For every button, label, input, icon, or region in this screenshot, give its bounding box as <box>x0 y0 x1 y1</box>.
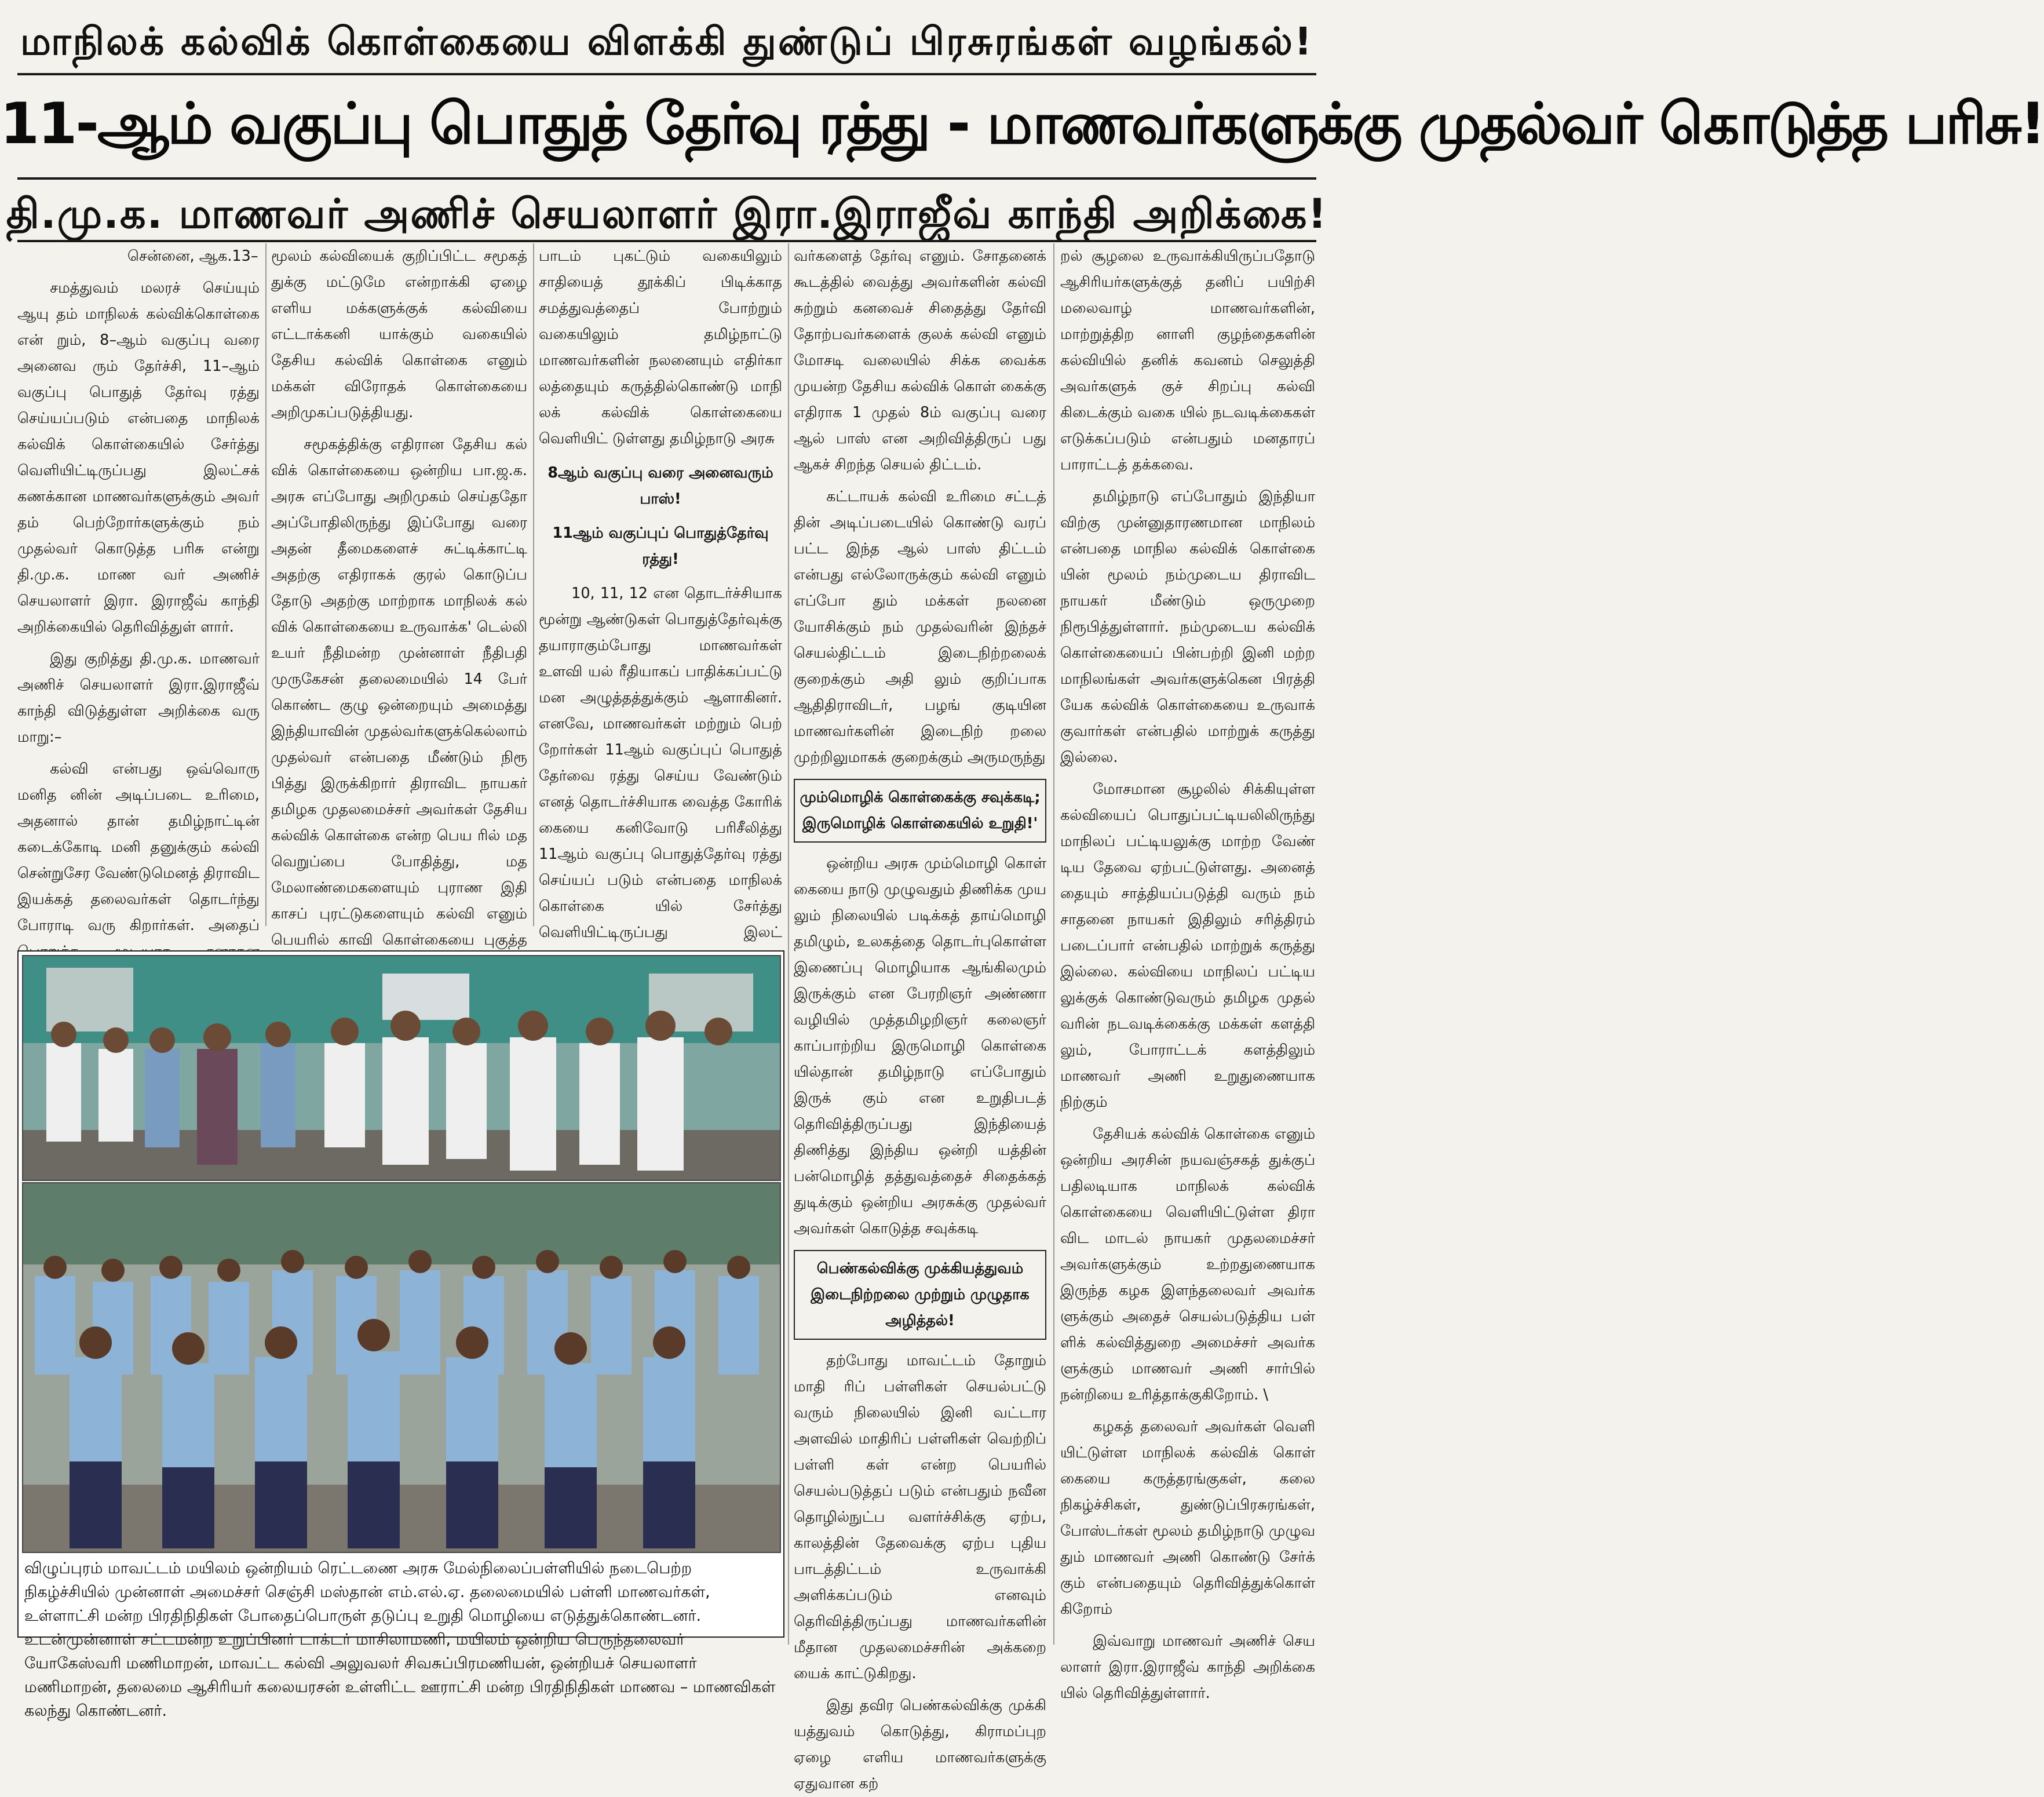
paragraph: இவ்வாறு மாணவர் அணிச் செய லாளர் இரா.இராஜீவ் காந்தி அறிக்கை யில் தெரிவித்துள்ளார். <box>1060 1632 1315 1702</box>
boxed-subheading: பெண்கல்விக்கு முக்கியத்துவம் இடைநிற்றலை முற்றும் முழுதாக அழித்தல்! <box>794 1250 1046 1340</box>
column-divider <box>1053 243 1054 1645</box>
divider-rule <box>17 240 1316 242</box>
paragraph: தமிழ்நாடு எப்போதும் இந்தியா விற்கு முன்னுதாரணமான மாநிலம் என்பதை மாநில கல்விக் கொள்கை யின் மூலம் நம்முடைய திராவிட நாயகர் மீண்டும் ஒருமுறை நிரூபித்துள்ளார். நம்முடைய கல்விக் கொள்கையைப் பின்பற்றி இனி மற்ற மாநிலங்கள் அவர்களுக்கென பிரத்தி யேக கல்விக் கொள்கையை உருவாக் குவார்கள் என்பதில் மாற்றுக் கருத்து இல்லை. <box>1060 488 1315 766</box>
photo-block <box>17 950 784 1720</box>
paragraph: கழகத் தலைவர் அவர்கள் வெளி யிட்டுள்ள மாநிலக் கல்விக் கொள் கையை கருத்தரங்குகள், கலை நிகழ்ச்சிகள், துண்டுப்பிரசுரங்கள், போஸ்டர்கள் மூலம் தமிழ்நாடு முழுவ தும் மாணவர் அணி கொண்டு சேர்க் கும் என்பதையும் தெரிவித்துக்கொள் கிறோம் <box>1060 1418 1315 1618</box>
main-headline: 11-ஆம் வகுப்பு பொதுத் தேர்வு ரத்து - மாணவர்களுக்கு முதல்வர் கொடுத்த பரிசு! <box>0 91 2044 157</box>
paragraph: தேசியக் கல்விக் கொள்கை எனும் ஒன்றிய அரசின் நயவஞ்சகத் துக்குப் பதிலடியாக மாநிலக் கல்விக் கொள்கையை வெளியிட்டுள்ள திரா விட மாடல் நாயகர் முதலமைச்சர் அவர்களுக்கும் உற்றதுணையாக இருந்த கழக இளந்தலைவர் அவர்க ளுக்கும் அதைச் செயல்படுத்திய பள் ளிக் கல்வித்துறை அமைச்சர் அவர்க ளுக்கும் மாணவர் அணி சார்பில் நன்றியை உரித்தாக்குகிறோம். \ <box>1060 1125 1315 1404</box>
article-column-4 <box>794 243 1046 1792</box>
column-divider <box>533 243 534 926</box>
paragraph: மூலம் கல்வியைக் குறிப்பிட்ட சமூகத் துக்கு மட்டுமே என்றாக்கி ஏழை எளிய மக்களுக்குக் கல்வியை எட்டாக்கனி யாக்கும் வகையில் தேசிய கல்விக் கொள்கை எனும் மக்கள் விரோதக் கொள்கையை அறிமுகப்படுத்தியது. <box>271 247 527 421</box>
article-column-1 <box>17 243 260 934</box>
paragraph: இது குறித்து தி.மு.க. மாணவர் அணிச் செயலாளர் இரா.இராஜீவ் காந்தி விடுத்துள்ள அறிக்கை வரு மாறு:– <box>17 650 260 746</box>
paragraph: சமூகத்திக்கு எதிரான தேசிய கல் விக் கொள்கையை ஒன்றிய பா.ஜ.க. அரசு எப்போது அறிமுகம் செய்ததோ அப்போதிலிருந்து இப்போது வரை அதன் தீமைகளைச் சுட்டிக்காட்டி அதற்கு எதிராகக் குரல் கொடுப்ப தோடு அதற்கு மாற்றாக மாநிலக் கல் விக் கொள்கையை உருவாக்க' டெல்லி உயர் நீதிமன்ற முன்னாள் நீதிபதி முருகேசன் தலைமையில் 14 பேர் கொண்ட குழு ஒன்றையும் அமைத்து இந்தியாவின் முதல்வர்களுக்கெல்லாம் முதல்வர் என்பதை மீண்டும் நிரூ பித்து இருக்கிறார் திராவிட நாயகர் தமிழக முதலமைச்சர் அவர்கள் தேசிய கல்விக் கொள்கை என்ற பெய ரில் மத வெறுப்பை போதித்து, மத மேலாண்மைகளையும் புராண இதி காசப் புரட்டுகளையும் கல்வி எனும் பெயரில் காவி கொள்கையை புகுத்த <box>271 436 527 949</box>
column-divider <box>788 243 789 1645</box>
column-divider <box>265 243 267 926</box>
byline-headline: தி.மு.க. மாணவர் அணிச் செயலாளர் இரா.இராஜீவ் காந்தி அறிக்கை! <box>6 190 1328 238</box>
article-column-2 <box>271 243 527 949</box>
dateline: சென்னை, ஆக.13– <box>127 247 258 265</box>
event-photo-students <box>22 1182 781 1553</box>
paragraph: கட்டாயக் கல்வி உரிமை சட்டத் தின் அடிப்படையில் கொண்டு வரப் பட்ட இந்த ஆல் பாஸ் திட்டம் என்பது எல்லோருக்கும் கல்வி எனும் எப்போ தும் மக்கள் நலனை யோசிக்கும் நம் முதல்வரின் இந்தச் செயல்திட்டம் இடைநிற்றலைக் குறைக்கும் அதி லும் குறிப்பாக ஆதிதிராவிடர், பழங் குடியின மாணவர்களின் இடைநிற் றலை முற்றிலுமாகக் குறைக்கும் அருமருந்து <box>794 488 1046 766</box>
paragraph: பாடம் புகட்டும் வகையிலும் சாதியைத் தூக்கிப் பிடிக்காத சமத்துவத்தைப் போற்றும் வகையிலும் தமிழ்நாட்டு மாணவர்களின் நலனையும் எதிர்கா லத்தையும் கருத்தில்கொண்டு மாநி லக் கல்விக் கொள்கையை வெளியிட் டுள்ளது தமிழ்நாடு அரசு <box>539 247 782 447</box>
paragraph: இது தவிர பெண்கல்விக்கு முக்கி யத்துவம் கொடுத்து, கிராமப்புற ஏழை எளிய மாணவர்களுக்கு ஏதுவான கற் <box>794 1697 1046 1792</box>
paragraph: 10, 11, 12 என தொடர்ச்சியாக மூன்று ஆண்டுகள் பொதுத்தேர்வுக்கு தயாராகும்போது மாணவர்கள் உளவி யல் ரீதியாகப் பாதிக்கப்பட்டு மன அழுத்தத்துக்கும் ஆளாகினர். எனவே, மாணவர்கள் மற்றும் பெற் றோர்கள் 11ஆம் வகுப்புப் பொதுத் தேர்வை ரத்து செய்ய வேண்டும் எனத் தொடர்ச்சியாக வைத்த கோரிக் கையை கனிவோடு பரிசீலித்து 11ஆம் வகுப்பு பொதுத்தேர்வு ரத்து செய்யப் படும் என்பதை மாநிலக் கொள்கை யில் சேர்த்து வெளியிட்டிருப்பது இலட் <box>539 585 782 941</box>
paragraph: றல் சூழலை உருவாக்கியிருப்பதோடு ஆசிரியர்களுக்குத் தனிப் பயிற்சி மலைவாழ் மாணவர்களின், மாற்றுத்திற னாளி குழந்தைகளின் கல்வியில் தனிக் கவனம் செலுத்தி அவர்களுக் குச் சிறப்பு கல்வி கிடைக்கும் வகை யில் நடவடிக்கைகள் எடுக்கப்படும் என்பதும் மனதாரப் பாராட்டத் தக்கவை. <box>1060 247 1315 473</box>
photo-caption: விழுப்புரம் மாவட்டம் மயிலம் ஒன்றியம் ரெட்டணை அரசு மேல்நிலைப்பள்ளியில் நடைபெற்ற நிகழ்ச்சியில் முன்னாள் அமைச்சர் செஞ்சி மஸ்தான் எம்.எல்.ஏ. தலைமையில் பள்ளி மாணவர்கள், உள்ளாட்சி மன்ற பிரதிநிதிகள் போதைப்பொருள் தடுப்பு உறுதி மொழியை எடுத்துக்கொண்டனர். உடன்முன்னாள் சட்டமன்ற உறுப்பினர் டாக்டர் மாசிலாமணி, மயிலம் ஒன்றிய பெருந்தலைவர் யோகேஸ்வரி மணிமாறன், மாவட்ட கல்வி அலுவலர் சிவசுப்பிரமணியன், ஒன்றியச் செயலாளர் மணிமாறன், தலைமை ஆசிரியர் கலையரசன் உள்ளிட்ட ஊராட்சி மன்ற பிரதிநிதிகள் மாணவ – மாணவிகள் கலந்து கொண்டனர். <box>24 1559 776 1720</box>
kicker-headline: மாநிலக் கல்விக் கொள்கையை விளக்கி துண்டுப் பிரசுரங்கள் வழங்கல்! <box>20 19 1314 64</box>
subheading: 8ஆம் வகுப்பு வரை அனைவரும் பாஸ்! <box>548 464 773 508</box>
boxed-subheading: மும்மொழிக் கொள்கைக்கு சவுக்கடி; இருமொழிக் கொள்கையில் உறுதி!' <box>794 779 1046 843</box>
paragraph: தற்போது மாவட்டம் தோறும் மாதி ரிப் பள்ளிகள் செயல்பட்டு வரும் நிலையில் இனி வட்டார அளவில் மாதிரிப் பள்ளிகள் வெற்றிப் பள்ளி கள் என்ற பெயரில் செயல்படுத்தப் படும் என்பதும் நவீன தொழில்நுட்ப வளர்ச்சிக்கு ஏற்ப, காலத்தின் தேவைக்கு ஏற்ப புதிய பாடத்திட்டம் உருவாக்கி அளிக்கப்படும் எனவும் தெரிவித்திருப்பது மாணவர்களின் மீதான முதலமைச்சரின் அக்கறை யைக் காட்டுகிறது. <box>794 1352 1046 1682</box>
paragraph: மோசமான சூழலில் சிக்கியுள்ள கல்வியைப் பொதுப்பட்டியலிலிருந்து மாநிலப் பட்டியலுக்கு மாற்ற வேண் டிய தேவை ஏற்பட்டுள்ளது. அனைத் தையும் சாத்தியப்படுத்தி வரும் நம் சாதனை நாயகர் இதிலும் சரித்திரம் படைப்பார் என்பதில் மாற்றுக் கருத்து இல்லை. கல்வியை மாநிலப் பட்டிய லுக்குக் கொண்டுவரும் தமிழக முதல் வரின் நடவடிக்கைக்கு மக்கள் களத்தி லும், போராட்டக் களத்திலும் மாணவர் அணி உறுதுணையாக நிற்கும் <box>1060 781 1315 1111</box>
paragraph: கல்வி என்பது ஒவ்வொரு மனித னின் அடிப்படை உரிமை, அதனால் தான் தமிழ்நாட்டின் கடைக்கோடி மனி தனுக்கும் கல்வி சென்றுசேர வேண்டுமெனத் திராவிட இயக்கத் தலைவர்கள் தொடர்ந்து போராடி வரு கிறார்கள். அதைப் <box>17 760 260 934</box>
paragraph: சமத்துவம் மலரச் செய்யும் ஆயு தம் மாநிலக் கல்விக்கொள்கை என் றும், 8–ஆம் வகுப்பு வரை அனைவ ரும் தேர்ச்சி, 11–ஆம் வகுப்பு பொதுத் தேர்வு ரத்து செய்யப்படும் என்பதை மாநிலக் கல்விக் கொள்கையில் சேர்த்து வெளியிட்டிருப்பது இலட்சக் கணக்கான மாணவர்களுக்கும் அவர் தம் பெற்றோர்களுக்கும் நம் முதல்வர் கொடுத்த பரிசு என்று தி.மு.க. மாண வர் அணிச் செயலாளர் இரா. இராஜீவ் காந்தி அறிக்கையில் தெரிவித்துள் ளார். <box>17 279 260 636</box>
article-column-5 <box>1060 243 1315 1702</box>
event-photo-dignitaries <box>22 955 781 1181</box>
paragraph: ஒன்றிய அரசு மும்மொழி கொள் கையை நாடு முழுவதும் திணிக்க முய லும் நிலையில் படிக்கத் தாய்மொழி தமிழும், உலகத்தை தொடர்புகொள்ள இணைப்பு மொழியாக ஆங்கிலமும் இருக்கும் என பேரறிஞர் அண்ணா வழியில் முத்தமிழறிஞர் கலைஞர் காப்பாற்றிய இருமொழி கொள்கை யில்தான் தமிழ்நாடு எப்போதும் இருக் கும் என உறுதிபடத் தெரிவித்திருப்பது இந்தியைத் திணித்து இந்திய ஒன்றி யத்தின் பன்மொழித் தத்துவத்தைச் சிதைக்கத் துடிக்கும் ஒன்றிய அரசுக்கு முதல்வர் அவர்கள் கொடுத்த சவுக்கடி <box>794 855 1046 1237</box>
paragraph: வர்களைத் தேர்வு எனும். சோதனைக் கூடத்தில் வைத்து அவர்களின் கல்வி சுற்றும் கனவைச் சிதைத்து தேர்வி தோற்பவர்களைக் குலக் கல்வி எனும் மோசடி வலையில் சிக்க வைக்க முயன்ற தேசிய கல்விக் கொள் கைக்கு எதிராக 1 முதல் 8ம் வகுப்பு வரை ஆல் பாஸ் என அறிவித்திருப் பது ஆகச் சிறந்த செயல் திட்டம். <box>794 247 1046 473</box>
subheading: 11ஆம் வகுப்புப் பொதுத்தேர்வு ரத்து! <box>552 524 769 568</box>
article-column-3 <box>539 243 782 941</box>
